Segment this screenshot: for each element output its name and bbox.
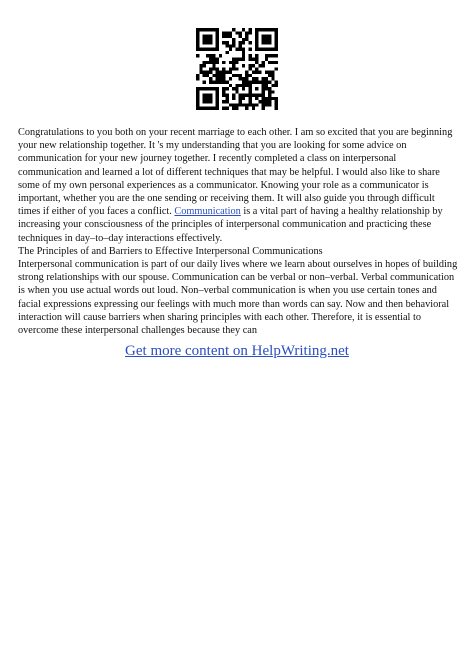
qr-code-icon [196,28,278,110]
article-body [18,126,458,337]
intro-text: Congratulations to you both on your recent marriage to each other. I am so excited that you are beginning your new relationship together. It 's my understanding that you are looking for some advice on communication for your new journey together. I recently completed a class on interpersonal communication and learned a lot of different techniques that may be helpful. I would also like to share some of my own personal experiences as a communicator. Knowing your role as a communicator is important, whether you are the one sending or receiving them. It will also guide you through difficult times if either of you faces a conflict. [18,127,453,218]
communication-link[interactable]: Communication [174,206,241,218]
section-heading: The Principles of and Barriers to Effective Interpersonal Communications [18,245,323,257]
get-more-content-link[interactable]: Get more content on HelpWriting.net [125,343,349,359]
intro-text-continued: is a vital part of having a healthy relationship by increasing your consciousness of the principles of interpersonal communication and practicing these techniques in day–to–day interactions effectively. [18,206,443,244]
intro-paragraph [18,126,458,245]
cta-container [0,343,474,360]
body-paragraph: Interpersonal communication is part of our daily lives where we learn about ourselves in hopes of building strong relationships with our spouse. Communication can be verbal or non–verbal. Verbal communication is when you use actual words out loud. Non–verbal communication is when you use certain tones and facial expressions expressing our feelings with much more than words can say. Now and then behavioral interaction will cause barriers when sharing principles with each other. Therefore, it is essential to overcome these interpersonal challenges because they can [18,259,458,337]
